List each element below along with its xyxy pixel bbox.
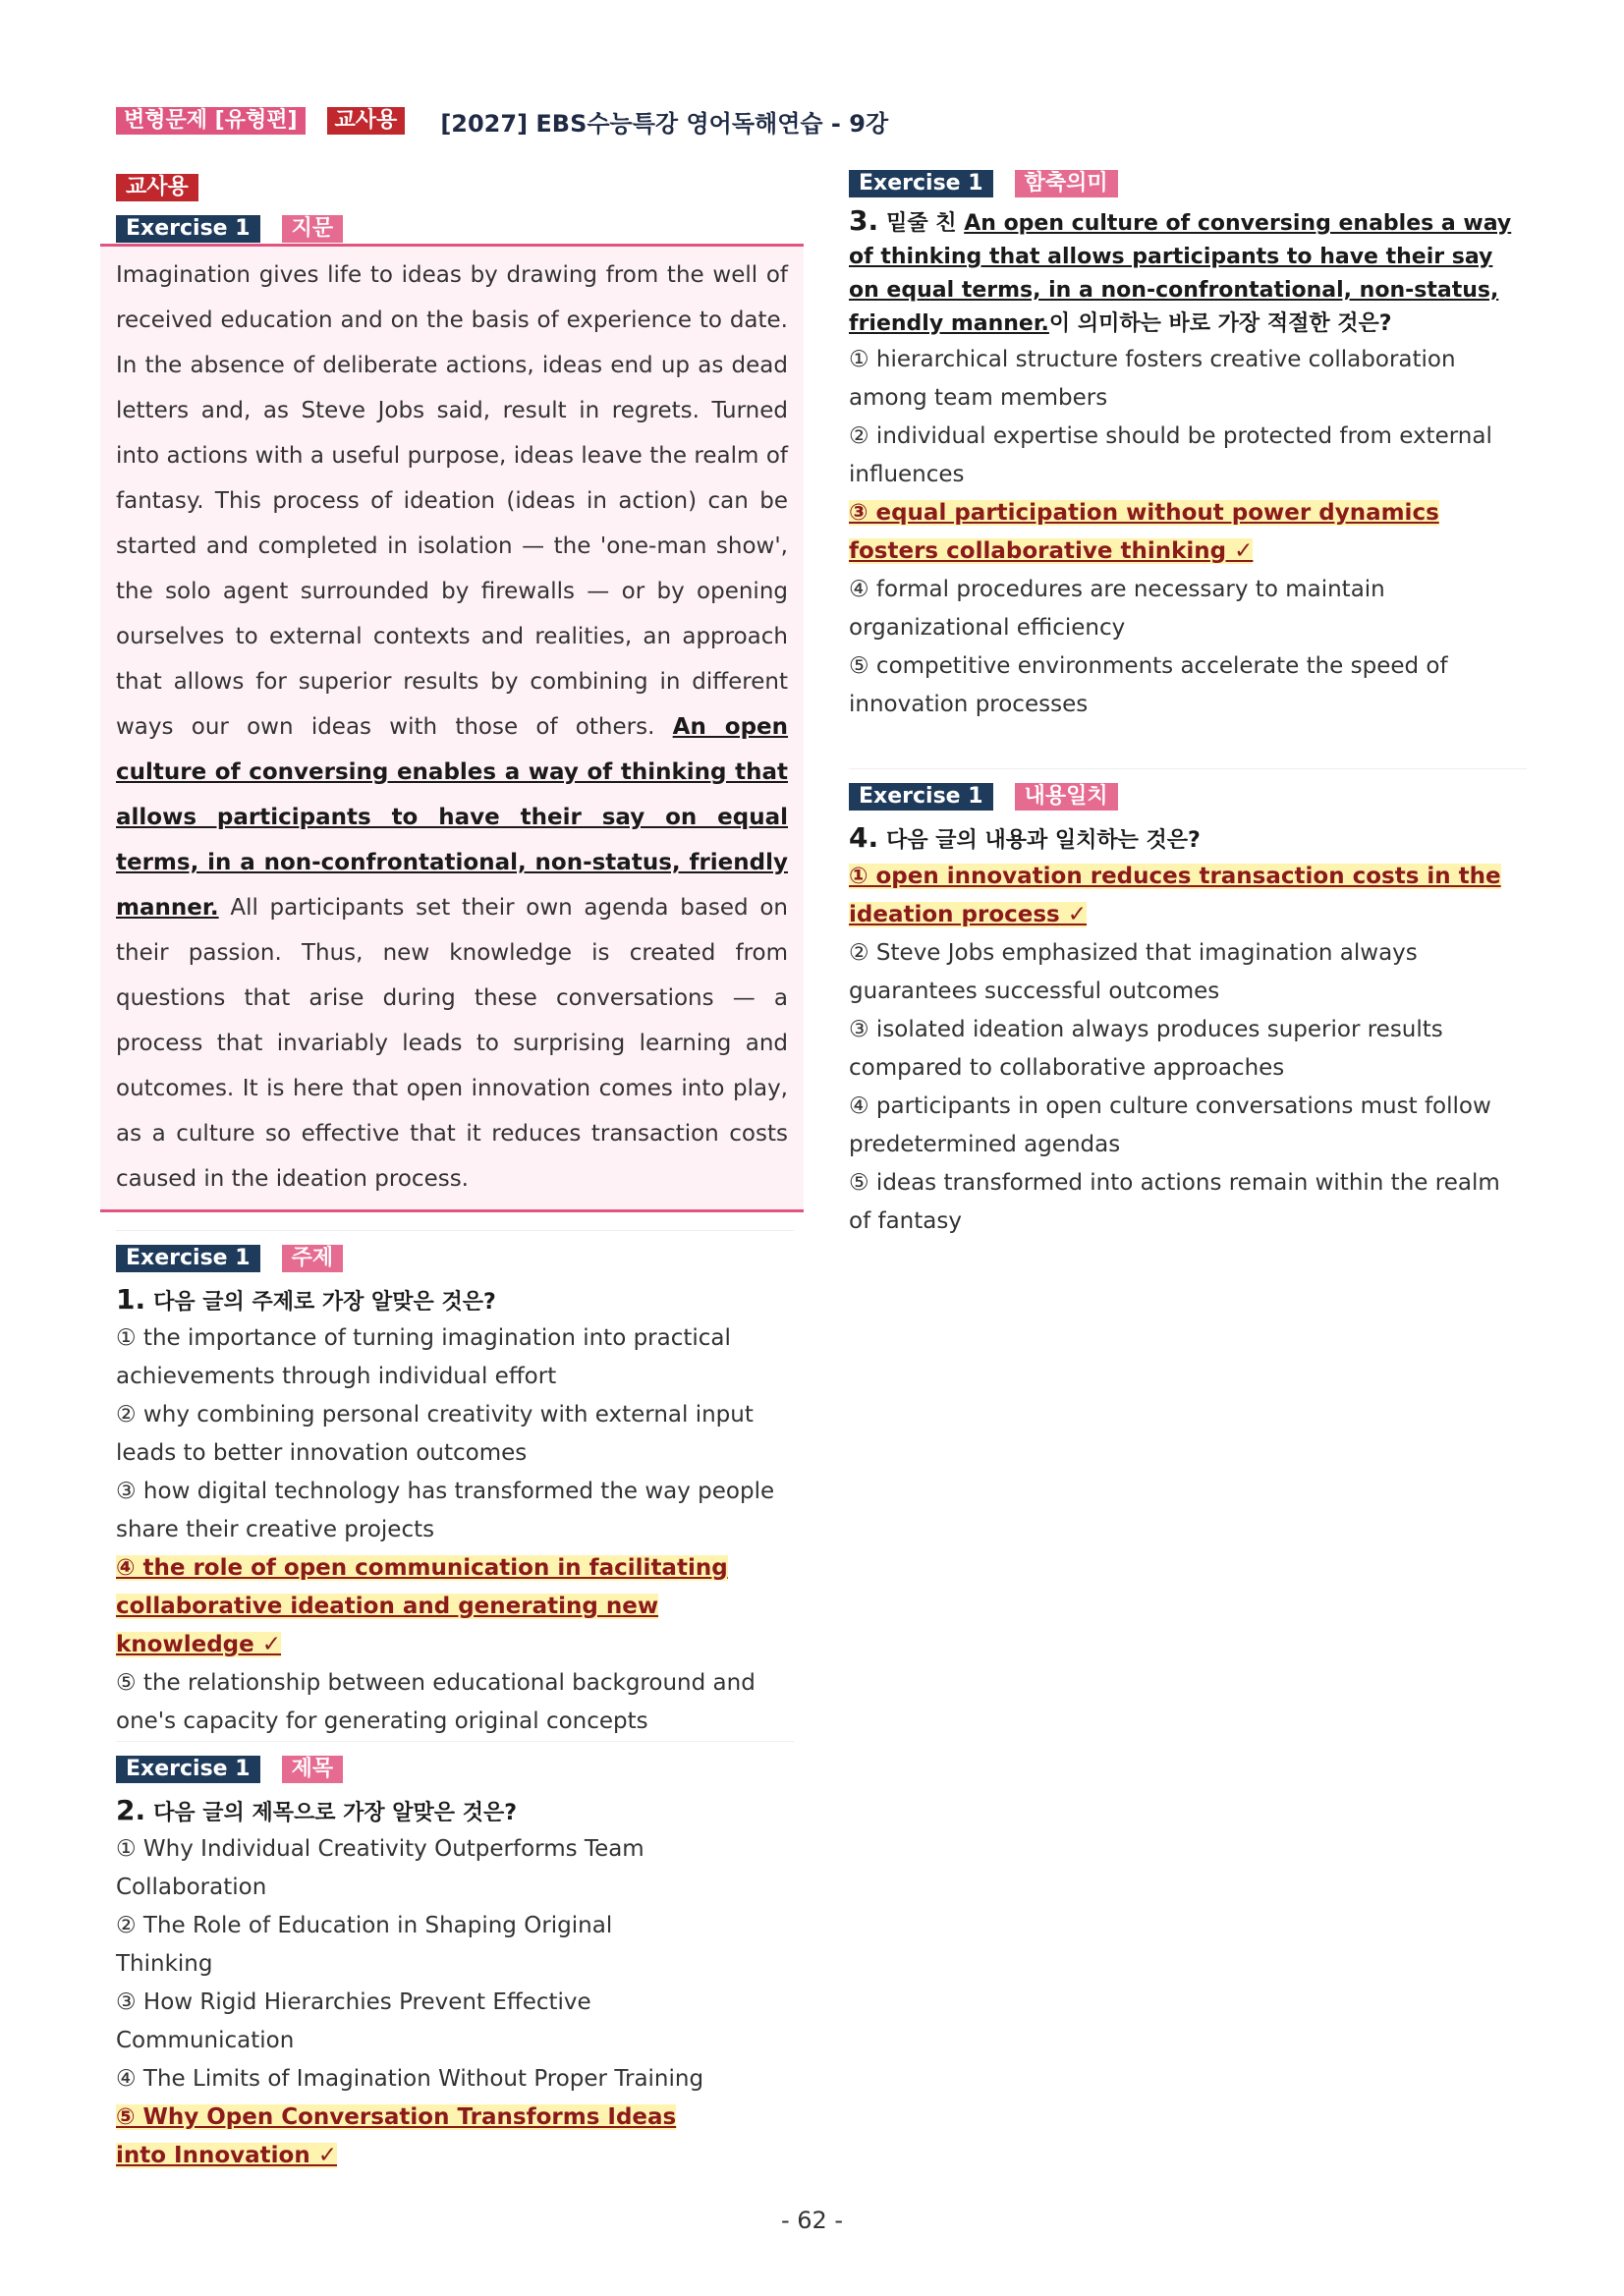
question-4 (849, 782, 1527, 1241)
passage-text-after: All participants set their own agenda based on their passion. Thus, new knowledge is created from questions that arise during these conversations — a process that invariably leads to surprising learning and outcomes. It is here that open innovation comes into play, as a culture so effective that it reduces transaction costs caused in the ideation process. (116, 895, 788, 1192)
exercise-badge: Exercise 1 (116, 1756, 260, 1783)
option-2[interactable]: ② why combining personal creativity with external input leads to better innovation outcomes (116, 1402, 754, 1466)
question-text: 다음 글의 내용과 일치하는 것은? (886, 828, 1201, 853)
option-1[interactable]: ① Why Individual Creativity Outperforms Team Collaboration (116, 1836, 644, 1900)
passage-tag: 지문 (282, 215, 344, 243)
option-5[interactable]: ⑤ competitive environments accelerate the speed of innovation processes (849, 653, 1448, 717)
option-3[interactable]: ③ How Rigid Hierarchies Prevent Effective Communication (116, 1989, 591, 2053)
question-number: 4. (849, 821, 879, 854)
question-2 (116, 1755, 804, 2175)
options-list (849, 858, 1527, 1241)
correct-answer-text: ① open innovation reduces transaction costs in the ideation process ✓ (849, 864, 1501, 927)
question-type-tag: 주제 (282, 1245, 344, 1272)
question-title (849, 821, 1527, 858)
option-3[interactable]: ③ how digital technology has transformed the way people share their creative projects (116, 1479, 775, 1542)
option-2[interactable]: ② The Role of Education in Shaping Original Thinking (116, 1913, 613, 1977)
question-text: 다음 글의 제목으로 가장 알맞은 것은? (153, 1801, 517, 1825)
question-type-tag: 제목 (282, 1756, 344, 1783)
question-3 (849, 169, 1527, 724)
exercise-badge: Exercise 1 (849, 170, 993, 197)
correct-answer-text: ③ equal participation without power dynamics fosters collaborative thinking ✓ (849, 500, 1439, 564)
question-type-tag: 내용일치 (1015, 783, 1118, 811)
divider (116, 1741, 794, 1742)
correct-answer-text: ⑤ Why Open Conversation Transforms Ideas into Innovation ✓ (116, 2104, 677, 2168)
option-5-correct[interactable] (116, 2099, 705, 2175)
passage-header (116, 173, 804, 244)
question-1 (116, 1244, 804, 1741)
option-4[interactable]: ④ formal procedures are necessary to maintain organizational efficiency (849, 577, 1385, 641)
question-number: 2. (116, 1794, 146, 1826)
option-3-correct[interactable] (849, 494, 1527, 571)
exercise-badge: Exercise 1 (116, 1245, 260, 1272)
option-4[interactable]: ④ participants in open culture conversations must follow predetermined agendas (849, 1093, 1491, 1157)
page-title: [2027] EBS수능특강 영어독해연습 - 9강 (440, 109, 889, 138)
options-list (116, 1830, 705, 2175)
options-list (849, 341, 1527, 724)
question-number: 1. (116, 1283, 146, 1316)
question-number: 3. (849, 204, 879, 237)
page-number: - 62 - (780, 2207, 844, 2234)
option-5[interactable]: ⑤ ideas transformed into actions remain within the realm of fantasy (849, 1170, 1500, 1234)
question-title (116, 1794, 804, 1830)
options-list (116, 1319, 784, 1741)
option-2[interactable]: ② Steve Jobs emphasized that imagination always guarantees successful outcomes (849, 940, 1418, 1004)
reading-passage (100, 244, 804, 1212)
question-suffix: 이 의미하는 바로 가장 적절한 것은? (1048, 311, 1392, 336)
option-5[interactable]: ⑤ the relationship between educational background and one's capacity for generating original concepts (116, 1670, 756, 1734)
correct-answer-text: ④ the role of open communication in facilitating collaborative ideation and generating new knowledge ✓ (116, 1555, 728, 1657)
underlined-phrase: An open culture of conversing enables a way of thinking that allows participants to have their say on equal terms, in a non-confrontational, non-status, friendly manner. (849, 211, 1512, 336)
option-1[interactable]: ① the importance of turning imagination into practical achievements through individual effort (116, 1325, 731, 1389)
page-header (116, 106, 888, 136)
passage-text-before: Imagination gives life to ideas by drawing from the well of received education and on the basis of experience to date. In the absence of deliberate actions, ideas end up as dead letters and, as Steve Jobs said, result in regrets. Turned into actions with a useful purpose, ideas leave the realm of fantasy. This process of ideation (ideas in action) can be started and completed in isolation — the 'one-man show', the solo agent surrounded by firewalls — or by opening ourselves to external contexts and realities, an approach that allows for superior results by combining in different ways our own ideas with those of others. (116, 262, 788, 740)
exercise-badge: Exercise 1 (849, 783, 993, 811)
teacher-badge: 교사용 (327, 107, 406, 135)
question-title (849, 204, 1527, 341)
divider (849, 768, 1527, 769)
option-4[interactable]: ④ The Limits of Imagination Without Proper Training (116, 2066, 704, 2092)
type-badge: 변형문제 [유형편] (116, 107, 306, 135)
question-type-tag: 함축의미 (1015, 170, 1118, 197)
teacher-role-badge: 교사용 (116, 174, 198, 201)
option-3[interactable]: ③ isolated ideation always produces superior results compared to collaborative approaches (849, 1017, 1443, 1081)
passage-underlined-sentence: An open culture of conversing enables a way of thinking that allows participants to have their say on equal terms, in a non-confrontational, non-status, friendly manner. (116, 714, 789, 921)
question-text: 다음 글의 주제로 가장 알맞은 것은? (153, 1290, 496, 1315)
option-2[interactable]: ② individual expertise should be protected from external influences (849, 423, 1492, 487)
exercise-badge: Exercise 1 (116, 215, 260, 243)
option-4-correct[interactable] (116, 1549, 784, 1664)
option-1-correct[interactable] (849, 858, 1527, 934)
option-1[interactable]: ① hierarchical structure fosters creative collaboration among team members (849, 347, 1456, 411)
question-prefix: 밑줄 친 (886, 211, 957, 236)
divider (116, 1230, 794, 1231)
question-title (116, 1283, 804, 1319)
